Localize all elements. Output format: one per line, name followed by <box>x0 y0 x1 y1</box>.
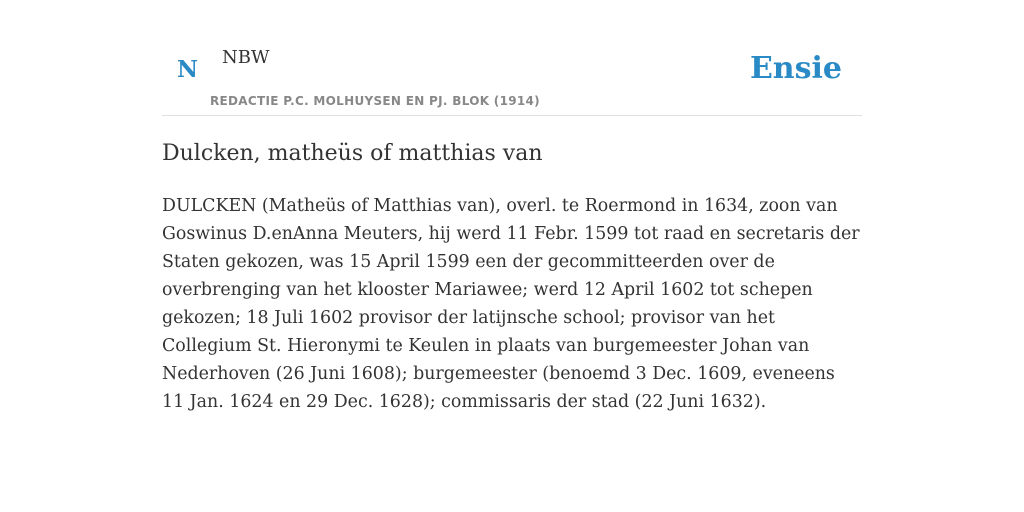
source-logo[interactable]: N <box>177 56 199 83</box>
article-title: Dulcken, matheüs of matthias van <box>162 141 543 166</box>
article-card <box>162 0 862 512</box>
article-body: DULCKEN (Matheüs of Matthias van), overl. te Roermond in 1634, zoon van Goswinus D.enAnna Meuters, hij werd 11 Febr. 1599 tot raad en secretaris der Staten gekozen, was 15 April 1599 een der gecommitteerden over de overbrenging van het klooster Mariawee; werd 12 April 1602 tot schepen gekozen; 18 Juli 1602 provisor der latijnsche school; provisor van het Collegium St. Hieronymi te Keulen in plaats van burgemeester Johan van Nederhoven (26 Juni 1608); burgemeester (benoemd 3 Dec. 1609, eveneens 11 Jan. 1624 en 29 Dec. 1628); commissaris der stad (22 Juni 1632). <box>162 196 860 412</box>
source-name[interactable]: NBW <box>222 47 270 68</box>
source-editors: REDACTIE P.C. MOLHUYSEN EN PJ. BLOK (1914) <box>210 94 540 108</box>
brand-logo[interactable]: Ensie <box>749 51 842 86</box>
header-divider <box>162 115 862 116</box>
